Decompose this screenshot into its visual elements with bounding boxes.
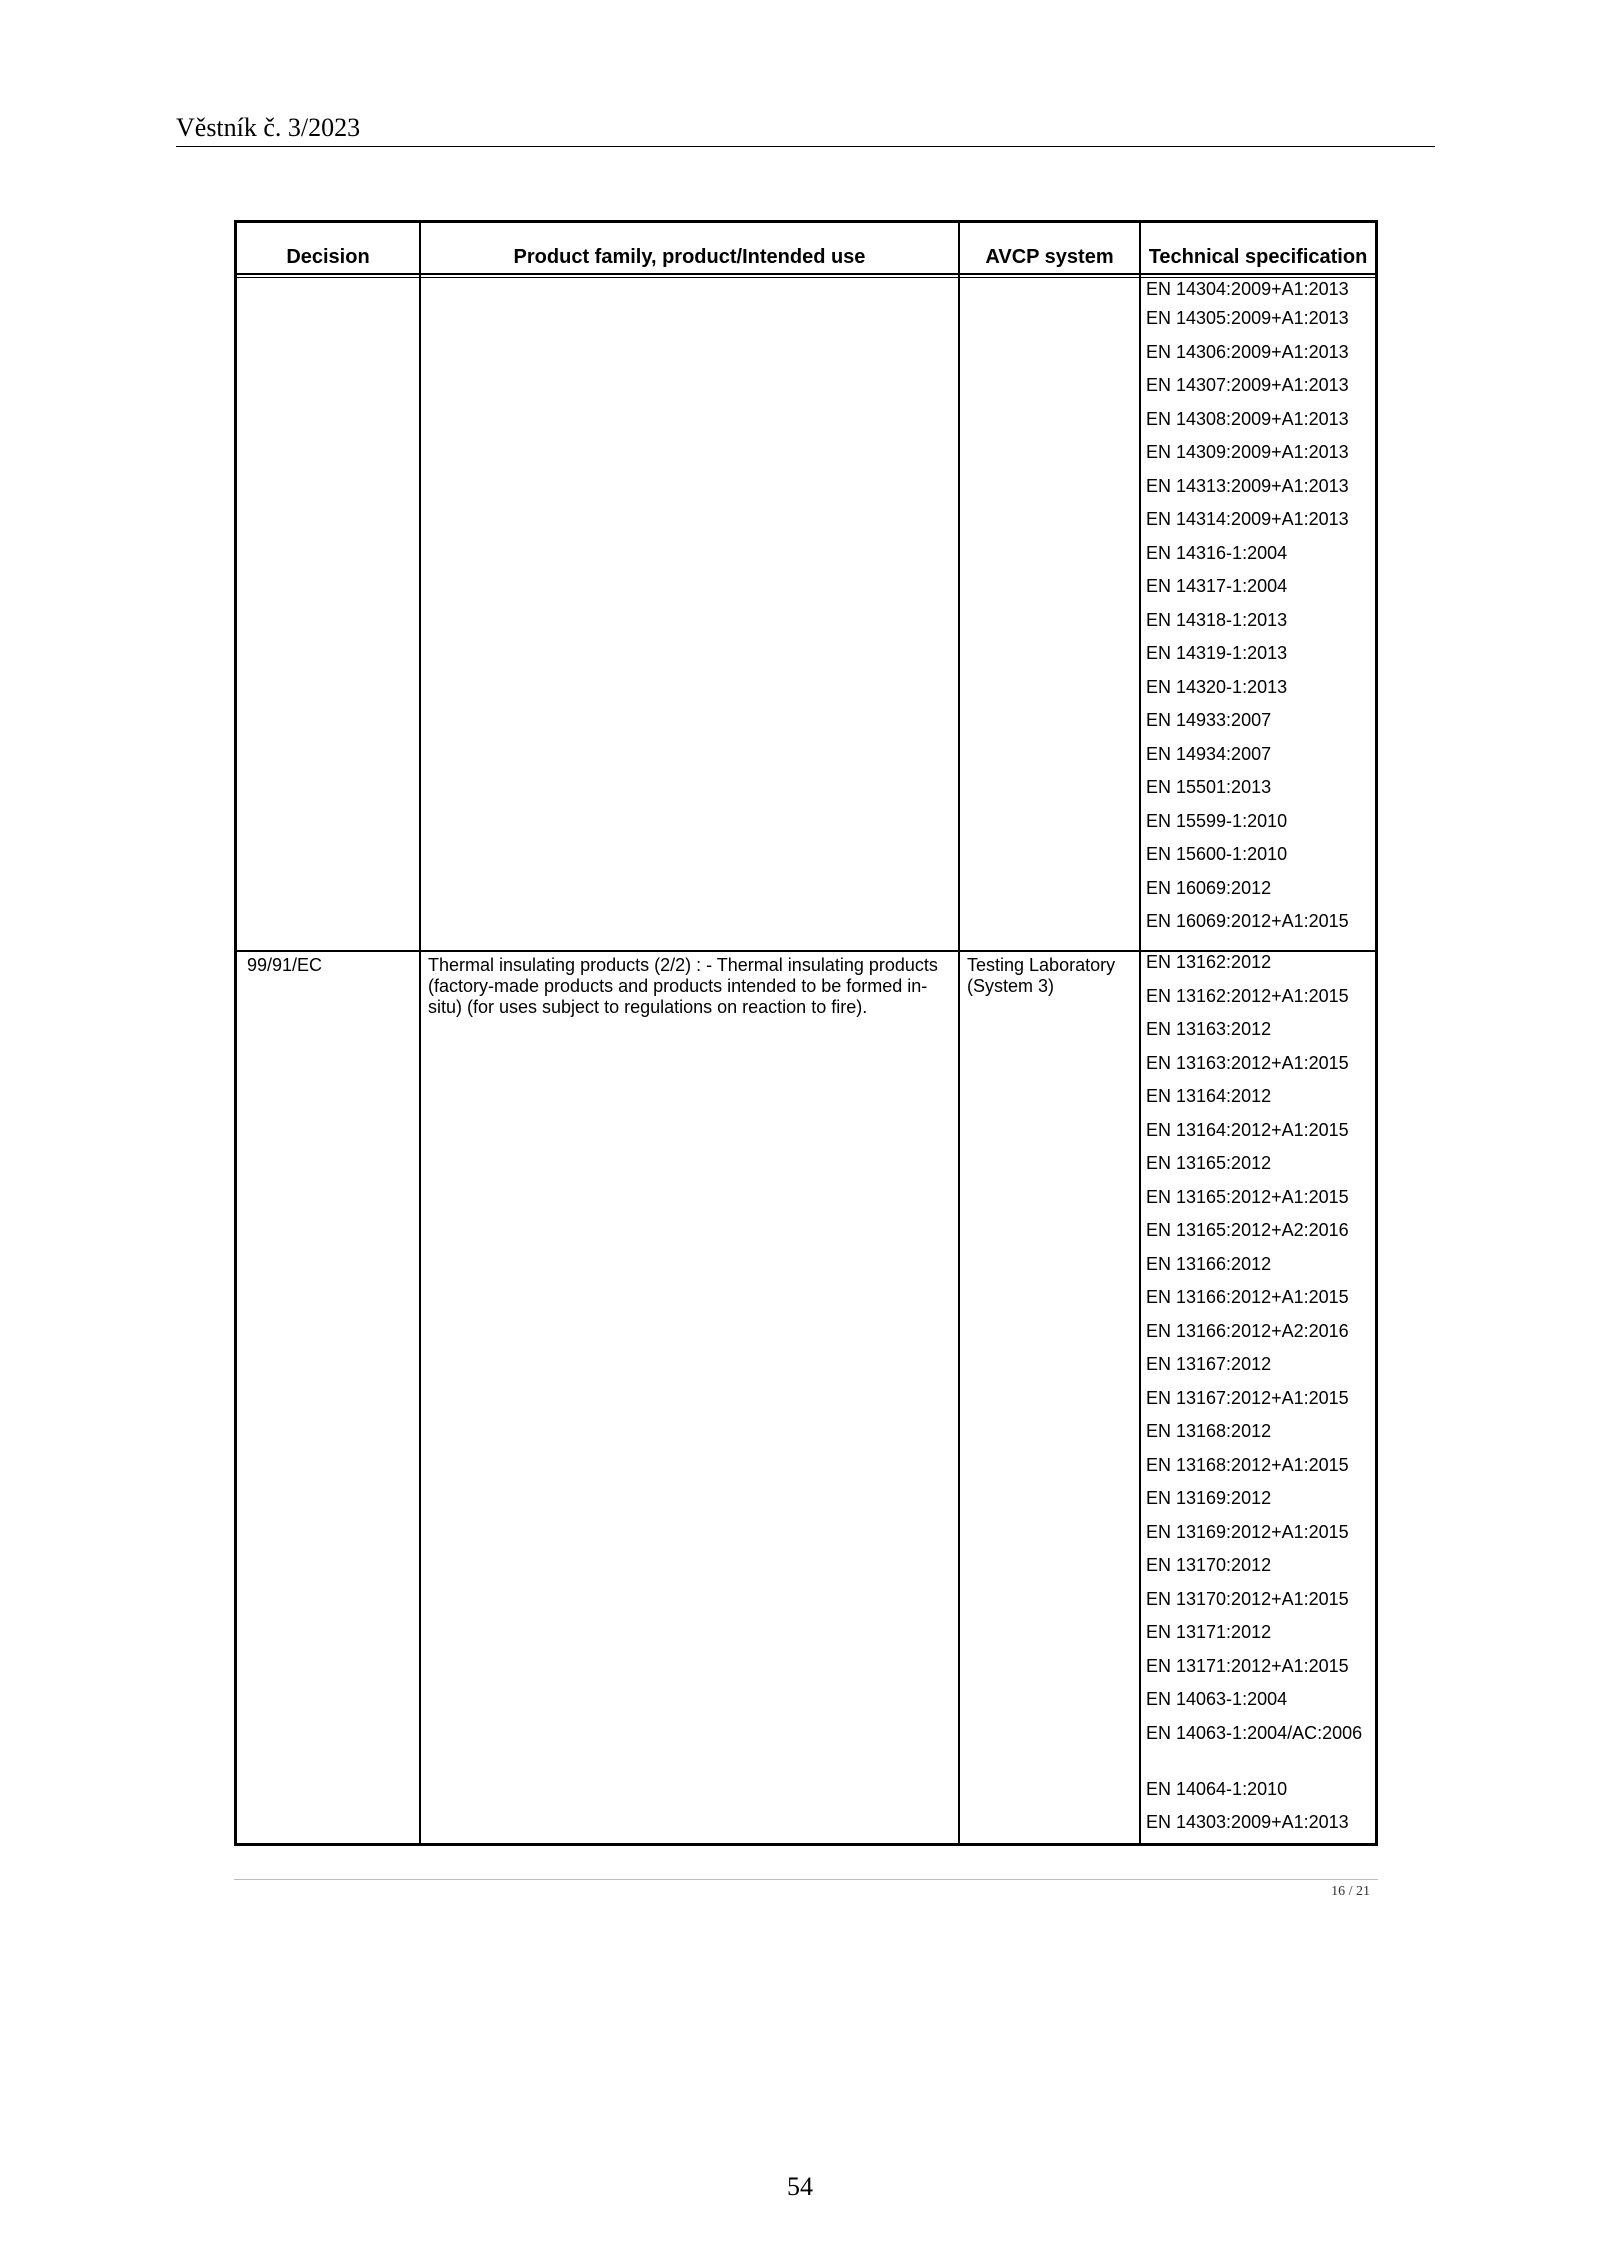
spec-item: EN 13162:2012+A1:2015 <box>1146 985 1349 1006</box>
product-cell: Thermal insulating products (2/2) : - Thermal insulating products (factory-made products and products intended to be formed in-situ) (for uses subject to regulations on reaction to fire). <box>428 955 938 1017</box>
spec-item: EN 13162:2012 <box>1146 952 1272 972</box>
spec-item: EN 14064-1:2010 <box>1146 1778 1288 1799</box>
column-divider-1 <box>419 223 421 1843</box>
spec-item: EN 14308:2009+A1:2013 <box>1146 408 1349 429</box>
column-header-decision: Decision <box>286 246 370 268</box>
spec-item: EN 13163:2012 <box>1146 1019 1272 1039</box>
spec-item: EN 14318-1:2013 <box>1146 609 1288 630</box>
spec-item: EN 13171:2012 <box>1146 1622 1272 1642</box>
spec-item: EN 13169:2012+A1:2015 <box>1146 1521 1349 1542</box>
column-header-avcp: AVCP system <box>985 246 1114 268</box>
spec-item: EN 13166:2012 <box>1146 1253 1272 1274</box>
decision-cell: 99/91/EC <box>247 955 323 975</box>
spec-item: EN 13164:2012 <box>1146 1086 1272 1106</box>
column-header-spec: Technical specification <box>1148 246 1368 268</box>
spec-item: EN 14303:2009+A1:2013 <box>1146 1812 1349 1832</box>
spec-item: EN 14314:2009+A1:2013 <box>1146 509 1349 529</box>
spec-item: EN 13171:2012+A1:2015 <box>1146 1655 1349 1676</box>
column-divider-3 <box>1139 223 1141 1843</box>
spec-item: EN 14063-1:2004 <box>1146 1689 1288 1709</box>
spec-item: EN 13167:2012 <box>1146 1354 1272 1374</box>
spec-item: EN 13166:2012+A2:2016 <box>1146 1320 1349 1341</box>
spec-item: EN 13163:2012+A1:2015 <box>1146 1052 1349 1073</box>
spec-item: EN 14320-1:2013 <box>1146 676 1288 697</box>
spec-item: EN 13169:2012 <box>1146 1488 1272 1508</box>
page-number: 54 <box>787 2172 813 2201</box>
spec-item: EN 13165:2012 <box>1146 1153 1272 1173</box>
spec-item: EN 16069:2012 <box>1146 877 1272 898</box>
spec-item: EN 14306:2009+A1:2013 <box>1146 341 1349 362</box>
column-divider-2 <box>958 223 960 1843</box>
spec-item: EN 13164:2012+A1:2015 <box>1146 1119 1349 1140</box>
spec-item: EN 14317-1:2004 <box>1146 576 1288 596</box>
spec-item: EN 14063-1:2004/AC:2006 <box>1146 1722 1363 1743</box>
spec-item: EN 14316-1:2004 <box>1146 542 1288 563</box>
spec-item: EN 15599-1:2010 <box>1146 810 1288 831</box>
spec-item: EN 13166:2012+A1:2015 <box>1146 1287 1349 1307</box>
spec-list-row2 <box>1146 946 1374 1840</box>
header-rule <box>237 273 1375 275</box>
spec-list-row1 <box>1146 276 1374 939</box>
spec-item: EN 13170:2012+A1:2015 <box>1146 1588 1349 1609</box>
spec-item: EN 14933:2007 <box>1146 710 1272 730</box>
running-header <box>176 112 1435 147</box>
spec-item: EN 13168:2012 <box>1146 1421 1272 1441</box>
spec-item: EN 16069:2012+A1:2015 <box>1146 911 1349 931</box>
spec-item: EN 13165:2012+A1:2015 <box>1146 1186 1349 1207</box>
spec-item: EN 14934:2007 <box>1146 743 1272 764</box>
spec-item: EN 13170:2012 <box>1146 1555 1272 1575</box>
spec-item: EN 14313:2009+A1:2013 <box>1146 475 1349 496</box>
avcp-cell: Testing Laboratory (System 3) <box>967 955 1116 996</box>
journal-title: Věstník č. 3/2023 <box>176 113 361 142</box>
spec-item: EN 14304:2009+A1:2013 <box>1146 279 1349 299</box>
spec-item: EN 15501:2013 <box>1146 777 1272 797</box>
spec-item: EN 13168:2012+A1:2015 <box>1146 1454 1349 1475</box>
page-of-total: 16 / 21 <box>1331 1884 1370 1899</box>
spec-item: EN 15600-1:2010 <box>1146 844 1288 864</box>
spec-item: EN 13167:2012+A1:2015 <box>1146 1387 1349 1408</box>
spec-item: EN 14319-1:2013 <box>1146 643 1288 663</box>
spec-item: EN 14305:2009+A1:2013 <box>1146 308 1349 328</box>
spec-item: EN 14309:2009+A1:2013 <box>1146 442 1349 462</box>
spec-item: EN 13165:2012+A2:2016 <box>1146 1220 1349 1240</box>
column-header-product: Product family, product/Intended use <box>513 246 866 268</box>
spec-item: EN 14307:2009+A1:2013 <box>1146 375 1349 395</box>
footer-rule <box>234 1879 1378 1880</box>
